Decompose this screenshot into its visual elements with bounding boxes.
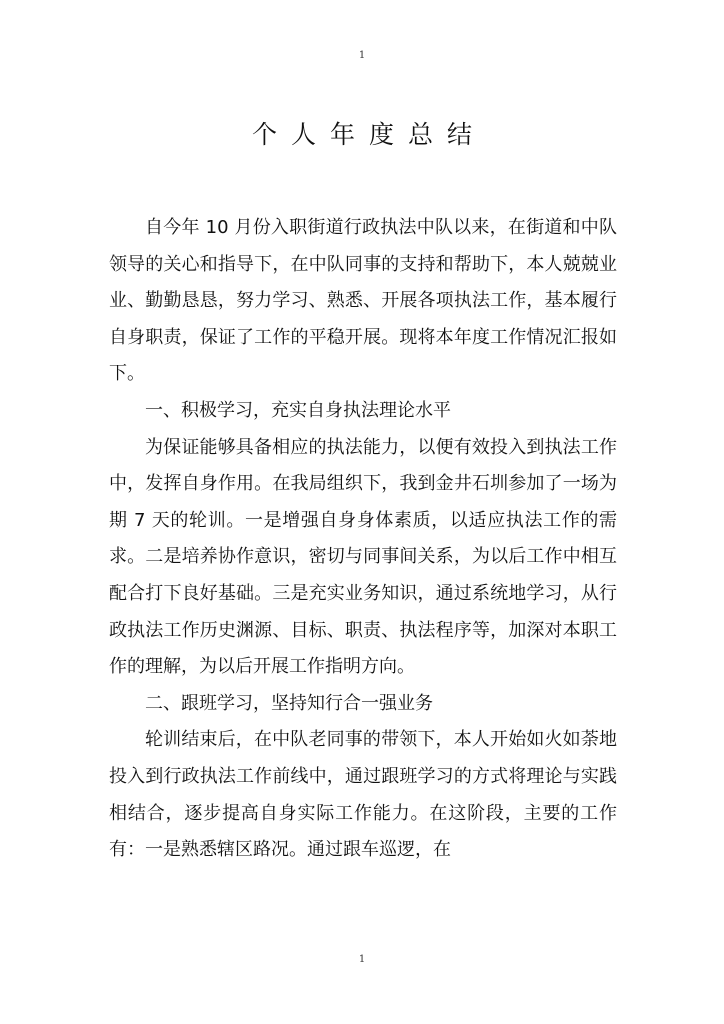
intro-paragraph: 自今年 10 月份入职街道行政执法中队以来，在街道和中队领导的关心和指导下，在中队同事的支持和帮助下，本人兢兢业业、勤勤恳恳，努力学习、熟悉、开展各项执法工作，基本履行自身职责，保证了工作的平稳开展。现将本年度工作情况汇报如下。 [109,217,617,385]
section-heading-2: 二、跟班学习，坚持知行合一强业务 [145,692,433,714]
page-number-top: 1 [358,50,366,61]
document-title: 个人年度总结 [251,119,486,149]
section-1-paragraph: 为保证能够具备相应的执法能力，以便有效投入到执法工作中，发挥自身作用。在我局组织下，我到金井石圳参加了一场为期 7 天的轮训。一是增强自身身体素质，以适应执法工作的需求。二是培养协作意识，密切与同事间关系，为以后工作中相互配合打下良好基础。三是充实业务知识，通过系统地学习，从行政执法工作历史渊源、目标、职责、执法程序等，加深对本职工作的理解，为以后开展工作指明方向。 [109,436,617,678]
section-2-paragraph: 轮训结束后，在中队老同事的带领下，本人开始如火如荼地投入到行政执法工作前线中，通过跟班学习的方式将理论与实践相结合，逐步提高自身实际工作能力。在这阶段，主要的工作有：一是熟悉辖区路况。通过跟车巡逻，在 [109,729,617,861]
document-body [109,210,617,869]
section-heading-1: 一、积极学习，充实自身执法理论水平 [145,399,451,421]
page-number-bottom: 1 [358,954,366,965]
